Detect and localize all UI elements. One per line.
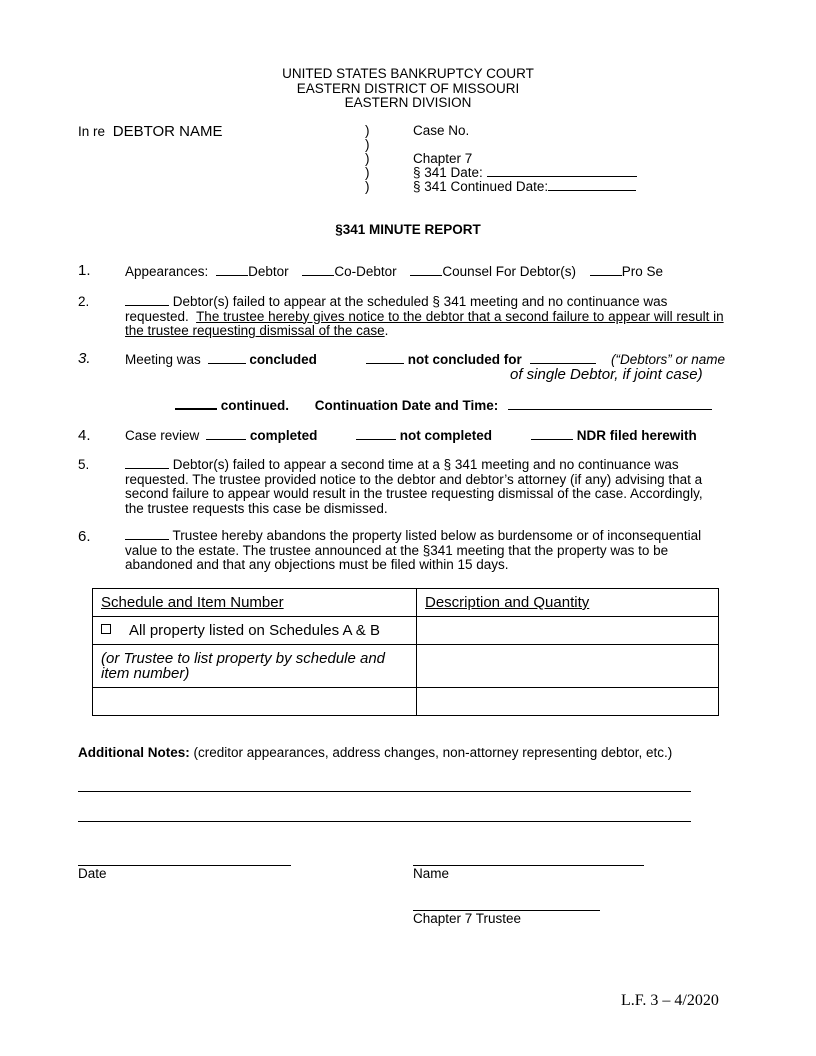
item-4-case-review: Case review completed: [125, 428, 318, 443]
debtors-note: (“Debtors” or name: [611, 352, 726, 367]
not-concluded-blank[interactable]: [366, 362, 404, 364]
date-341-field[interactable]: [487, 175, 637, 177]
co-debtor-blank[interactable]: [302, 274, 334, 276]
name-label: Name: [413, 866, 450, 881]
item-1-appearances: Appearances: Debtor Co-Debtor Counsel For Debtor(s) Pro Se: [125, 264, 664, 279]
continued-row: [175, 398, 712, 413]
case-caption: [78, 123, 223, 140]
completed-label: completed: [249, 428, 318, 443]
item-1-number: 1.: [78, 262, 91, 279]
table-header-row: [93, 589, 719, 617]
item-3-number: 3.: [78, 350, 91, 367]
concluded-blank[interactable]: [208, 362, 246, 364]
item-6-blank[interactable]: [125, 538, 169, 540]
concluded-label: concluded: [249, 352, 317, 367]
description-cell[interactable]: [417, 645, 719, 688]
item-2-text: Debtor(s) failed to appear at the scheduled § 341 meeting and no continuance was requested. The trustee hereby gives notice to the debtor that a second failure to appear will result in the trustee requesting dismissal of the case.: [125, 294, 724, 339]
co-debtor-label: Co-Debtor: [334, 264, 397, 279]
table-row: [93, 617, 719, 645]
item-5-number: 5.: [78, 457, 90, 472]
description-cell[interactable]: [417, 617, 719, 645]
case-info: [413, 124, 637, 194]
continuation-field[interactable]: [508, 408, 712, 410]
continuation-label: Continuation Date and Time:: [314, 398, 499, 413]
not-concluded-label: not concluded for: [407, 352, 522, 367]
ndr-blank[interactable]: [531, 438, 573, 440]
division-name: EASTERN DIVISION: [344, 95, 472, 110]
debtor-name: DEBTOR NAME: [112, 123, 223, 140]
court-name: UNITED STATES BANKRUPTCY COURT: [282, 66, 534, 81]
continued-blank[interactable]: [175, 407, 217, 410]
caption-parens: ) ) ) ) ): [365, 123, 370, 194]
description-cell[interactable]: [417, 688, 719, 716]
item-6-number: 6.: [78, 528, 91, 545]
chapter-label: Chapter 7: [413, 151, 473, 166]
completed-blank[interactable]: [206, 438, 246, 440]
continued-date-field[interactable]: [548, 189, 636, 191]
pro-se-label: Pro Se: [621, 264, 664, 279]
additional-notes: [78, 745, 672, 760]
not-completed-label: not completed: [399, 428, 493, 443]
schedule-cell[interactable]: [93, 688, 417, 716]
item-2-number: 2.: [78, 294, 90, 309]
item-5-blank[interactable]: [125, 467, 169, 469]
item-2-blank[interactable]: [125, 304, 169, 306]
report-title: §341 MINUTE REPORT: [335, 222, 481, 237]
debtor-blank[interactable]: [216, 274, 248, 276]
trustee-label: Chapter 7 Trustee: [413, 911, 522, 926]
item-3-meeting: Meeting was concluded: [125, 352, 317, 367]
notes-line-2[interactable]: [78, 821, 691, 822]
property-table: [92, 588, 719, 716]
schedule-header: Schedule and Item Number: [101, 594, 284, 611]
counsel-blank[interactable]: [410, 274, 442, 276]
counsel-label: Counsel For Debtor(s): [442, 264, 576, 279]
district-name: EASTERN DISTRICT OF MISSOURI: [296, 80, 520, 96]
date-341-label: § 341 Date:: [413, 165, 483, 180]
continued-label: continued.: [220, 398, 290, 413]
checkbox-all-property[interactable]: [101, 624, 111, 634]
case-no-label: Case No.: [413, 123, 470, 138]
pro-se-blank[interactable]: [590, 274, 622, 276]
date-line[interactable]: [78, 865, 291, 866]
item-4-number: 4.: [78, 427, 91, 444]
notes-line-1[interactable]: [78, 791, 691, 792]
all-property-label: All property listed on Schedules A & B: [129, 622, 380, 639]
item-6-text: Trustee hereby abandons the property listed below as burdensome or of inconsequential value to the estate. The trustee announced at the §341 meeting that the property was to be abandoned and that any objections must be filed within 15 days.: [125, 528, 702, 573]
in-re-label: In re: [78, 124, 106, 139]
item-5-text: Debtor(s) failed to appear a second time at a § 341 meeting and no continuance was requested. The trustee provided notice to the debtor and debtor’s attorney (if any) advising that a second failure to appear would result in the trustee requesting dismissal of the case. Accordingly, the trustee requests this case be dismissed.: [125, 457, 703, 516]
date-label: Date: [78, 866, 107, 881]
table-row: [93, 688, 719, 716]
not-completed-blank[interactable]: [356, 438, 396, 440]
ndr-label: NDR filed herewith: [576, 428, 697, 443]
table-row: [93, 645, 719, 688]
not-concluded-for-field[interactable]: [530, 362, 596, 364]
item-2-notice: The trustee hereby gives notice to the debtor that a second failure to appear will result in the trustee requesting dismissal of the case: [125, 308, 724, 339]
notes-label: Additional Notes:: [78, 745, 190, 760]
description-header: Description and Quantity: [425, 594, 590, 611]
form-number: L.F. 3 – 4/2020: [621, 992, 719, 1009]
continued-date-label: § 341 Continued Date:: [413, 179, 549, 194]
court-header: [0, 67, 816, 111]
notes-description: (creditor appearances, address changes, non-attorney representing debtor, etc.): [193, 745, 673, 760]
trustee-list-note: (or Trustee to list property by schedule and item number): [101, 650, 386, 682]
joint-case-note: of single Debtor, if joint case): [510, 366, 703, 383]
debtor-label: Debtor: [248, 264, 289, 279]
